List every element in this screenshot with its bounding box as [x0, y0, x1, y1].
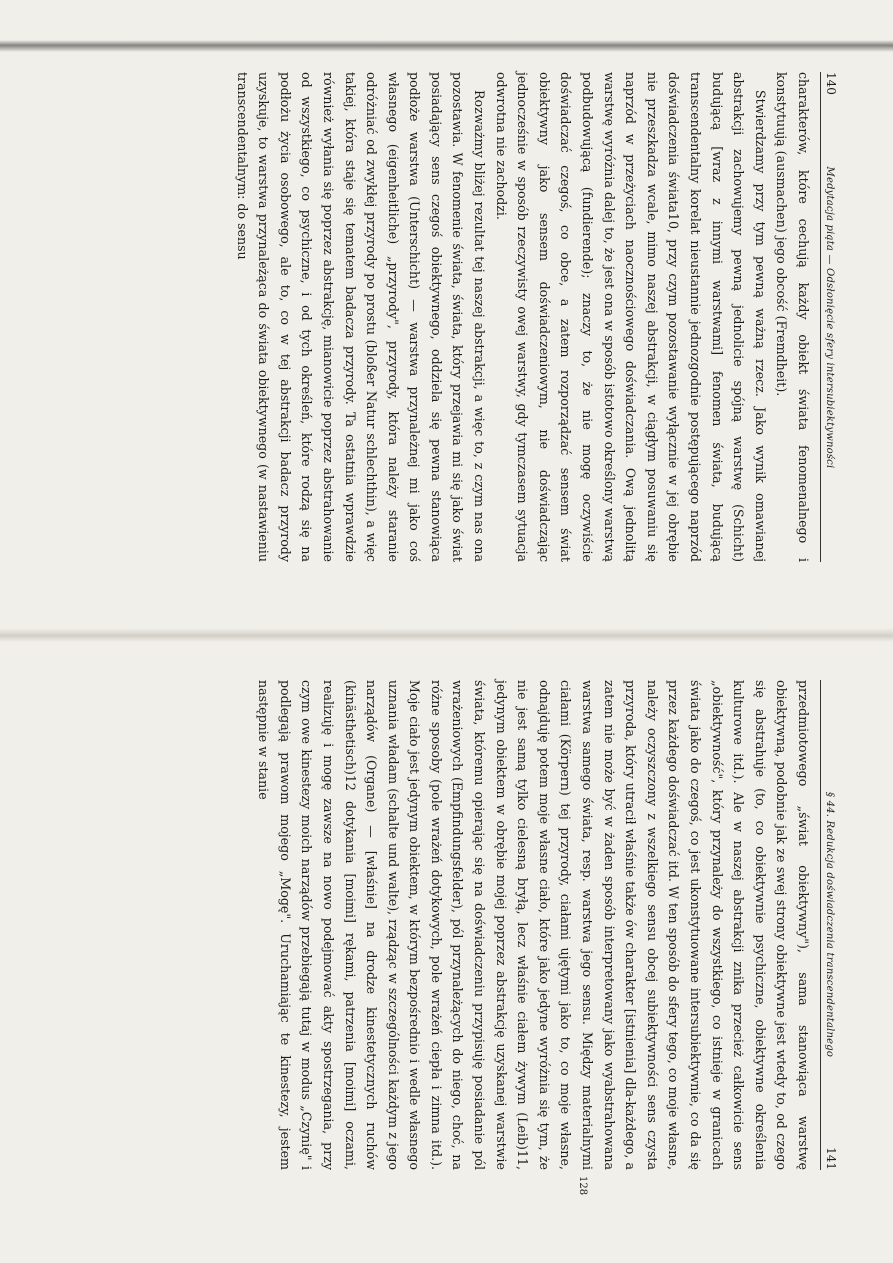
page-header: [820, 680, 850, 1170]
running-head: § 44. Redukcja doświadczenia transcendentalnego: [824, 791, 835, 1058]
margin-page-reference: 128: [577, 1176, 588, 1196]
paragraph: Rozważmy bliżej rezultat tej naszej abstrakcji, a więc to, z czym nas ona pozostawia. W fenomenie świata, świata, który przejawia mi się jako świat posiadający sens czegoś obiektywnego, oddziela się pewna stanowiąca podłoże warstwa (Unterschicht) — warstwa przynależnej mi jako coś własnego (eigenheitliche) „przyrody", przyrody, która należy staranie odróżniać od zwykłej przyrody po prostu (bloßer Natur schlechthin), a więc takiej, która staje się tematem badacza przyrody. Ta ostatnia wprawdzie również wyłania się poprzez abstrakcję, mianowicie poprzez abstrahowanie od wszystkiego, co psychiczne, i od tych określeń, które rodzą się na podłożu życia osobowego, ale to, co w tej abstrakcji badacz przyrody uzyskuje, to warstwa przynależąca do świata obiektywnego (w nastawieniu transcendentalnym: do sensu: [234, 72, 488, 562]
page-body: [231, 72, 814, 562]
page-number: 140: [824, 72, 838, 95]
left-page: [170, 72, 850, 562]
page-edge-shadow: [0, 40, 893, 52]
page-body: [253, 680, 814, 1170]
paragraph: przedmiotowego „świat obiektywny"), sama stanowiąca warstwę obiektywną, podobnie jak ze swej strony obiektywne jest wtedy to, od czego się abstrahuje (to, co obiektywnie psychiczne, obiektywne określenia kulturowe itd.). Ale w naszej abstrakcji znika przecież całkowicie sens „obiektywność", który przynależy do wszystkiego, co istnieje w granicach świata jako do czegoś, co jest ukonstytuowane intersubiektywnie, co da się przez każdego doświadczać itd. W ten sposób do sfery tego, co moje własne, należy oczyszczony z wszelkiego sensu obcej subiektywności sens czysta przyroda, który utracił właśnie także ów charakter [istnienia] dla-każdego, a zatem nie może być w żaden sposób interpretowany jako wyabstrahowana warstwa samego świata, resp. warstwa jego sensu. Między materialnymi ciałami (Körpern) tej przyrody, ciałami ujętymi jako to, co moje własne, odnajduję potem moje własne ciało, które jako jedyne wyróżnia się tym, że nie jest samą tylko cielesną bryłą, lecz właśnie ciałem żywym (Leib)11, jedynym obiektem w obrębie mojej poprzez abstrakcję uzyskanej warstwie świata, któremu opierając się na doświadczeniu przypisuję posiadanie pól wrażeniowych (Empfindungsfelder), pól przynależących do niego, choć, na różne sposoby (pole wrażeń dotykowych, pole wrażeń ciepła i zimna itd.). Moje ciało jest jedynym obiektem, w którym bezpośrednio i wedle własnego uznania władam (schalte und walte), rządząc w szczególności każdym z jego narządów (Organe) — [właśnie] na drodze kinestetycznych ruchów (kinästhetisch)12 dotykania [moimi] rękami, patrzenia [moimi] oczami, realizuję i mogę zawsze na nowo podejmować akty spostrzegania, przy czym owe kinestezy moich narządów przebiegają tutaj w modus „Czynię" i podlegają prawom mojego „Mogę". Uruchamiając te kinestezy, jestem następnie w stanie: [256, 680, 811, 1170]
paragraph: charakterów, które cechują każdy obiekt świata fenomenalnego i konstytuują (ausmachen) jego obcość (Fremdheit).: [774, 72, 811, 562]
right-page: [170, 680, 850, 1196]
book-gutter: [0, 628, 893, 642]
paragraph: Stwierdzamy przy tym pewną ważną rzecz. Jako wynik omawianej abstrakcji zachowujemy pewną jednolicie spójną warstwę (Schicht) budującą [wraz z innymi warstwami] fenomen świata, budującą transcendentalny korelat nieustannie jednozgodnie postępującego naprzód doświadczenia świata10, przy czym pozostawanie wyłącznie w jej obrębie nie przeszkadza wcale, mimo naszej abstrakcji, w ciągłym posuwaniu się naprzód w przeżyciach naocznościowego doświadczania. Ową jednolitą warstwę wyróżnia dalej to, że jest ona w sposób istotowo określony warstwą podbudowującą (fundierende); znaczy to, że nie mogę oczywiście doświadczać czegoś, co obce, a zatem rozporządzać sensem świat obiektywny jako sensem doświadczeniowym, nie doświadczając jednocześnie w sposób rzeczywisty owej warstwy, gdy tymczasem sytuacja odwrotna nie zachodzi.: [493, 72, 768, 562]
page-header: [820, 72, 850, 562]
running-head: Medytacja piąta — Odsłonięcie sfery intersubiektywności: [824, 166, 835, 469]
page-number: 141: [824, 1147, 838, 1170]
